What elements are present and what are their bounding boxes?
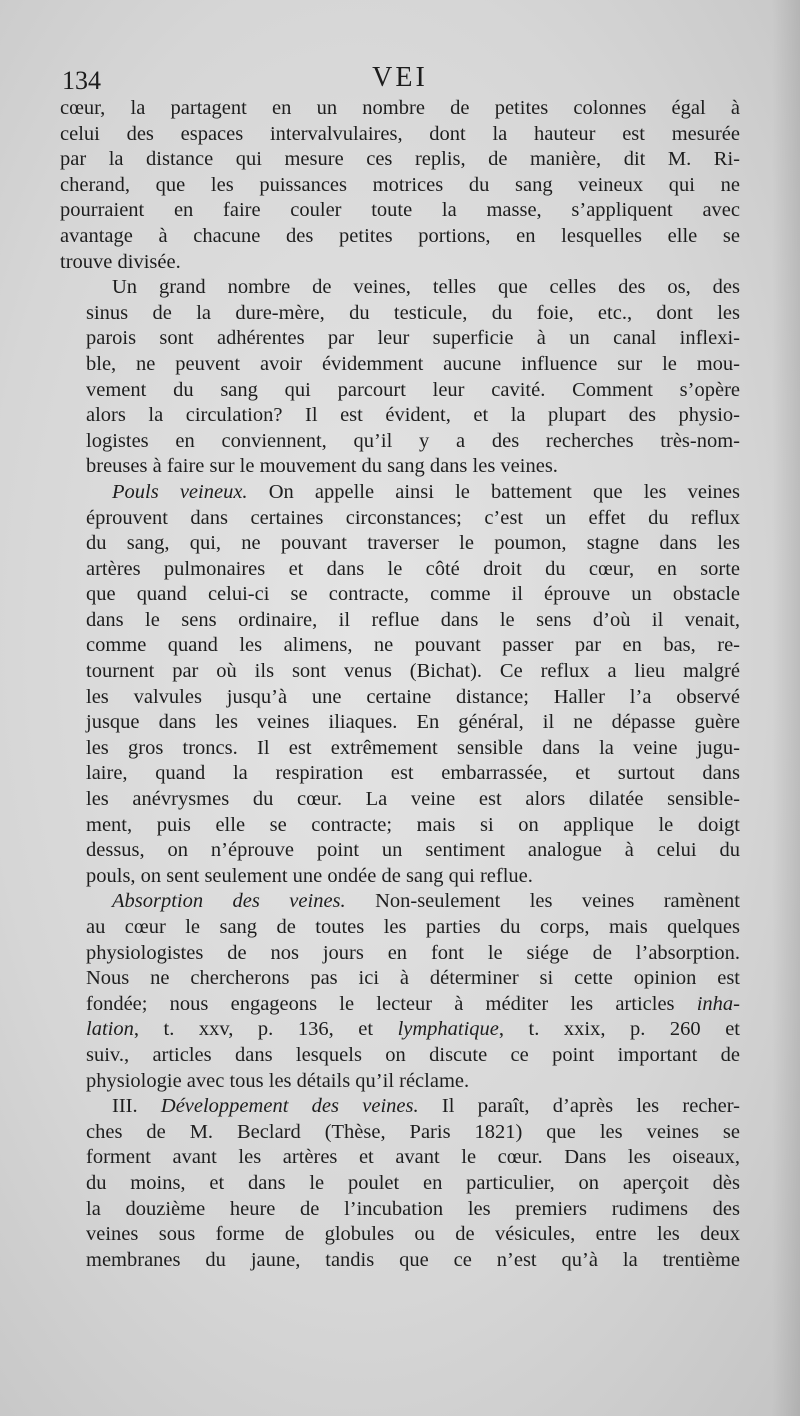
text-line xyxy=(60,96,740,122)
line-text: On appelle ainsi le battement que les veines xyxy=(247,480,740,503)
line-text: celui des espaces intervalvulaires, dont la hauteur est mesurée xyxy=(60,122,740,145)
paragraph xyxy=(60,889,740,1094)
line-text: Un grand nombre de veines, telles que celles des os, des xyxy=(112,276,740,299)
text-line xyxy=(60,122,740,148)
line-text: sinus de la dure-mère, du testicule, du foie, etc., dont les xyxy=(86,301,740,324)
text-line xyxy=(60,147,740,173)
line-text: au cœur le sang de toutes les parties du corps, mais quelques xyxy=(86,916,740,938)
paragraph xyxy=(60,1094,740,1273)
text-line xyxy=(60,275,740,301)
text-line xyxy=(60,301,740,327)
line-text: Il paraît, d’après les recher- xyxy=(418,1095,741,1118)
text-line xyxy=(60,1043,740,1069)
line-text: ment, puis elle se contracte; mais si on applique le doigt xyxy=(86,813,740,836)
line-text: pourraient en faire couler toute la masse, s’appliquent avec xyxy=(60,199,740,222)
text-line xyxy=(60,1069,740,1095)
line-text: fondée; nous engageons le lecteur à méditer les articles xyxy=(86,992,697,1015)
text-line xyxy=(60,838,740,864)
line-text: breuses à faire sur le mouvement du sang dans les veines. xyxy=(86,455,558,478)
text-line xyxy=(60,378,740,404)
line-text: Nous ne chercherons pas ici à déterminer si cette opinion est xyxy=(86,967,740,990)
paragraph xyxy=(60,96,740,275)
line-text: physiologistes de nos jours en font le siége de l’absorption. xyxy=(86,941,740,964)
text-line xyxy=(60,1017,740,1043)
line-text: la douzième heure de l’incubation les premiers rudimens des xyxy=(86,1197,740,1220)
page-number: 134 xyxy=(62,66,101,95)
page-header xyxy=(60,62,740,96)
text-line xyxy=(60,198,740,224)
line-text: physiologie avec tous les détails qu’il réclame. xyxy=(86,1069,470,1092)
text-line xyxy=(60,1171,740,1197)
line-text: trouve divisée. xyxy=(60,250,181,273)
line-text: Non-seulement les veines ramènent xyxy=(345,890,740,913)
line-text: vement du sang qui parcourt leur cavité. Comment s’opère xyxy=(86,378,740,401)
text-line xyxy=(60,557,740,583)
text-line xyxy=(60,813,740,839)
text-line xyxy=(60,1094,740,1120)
text-line xyxy=(60,250,740,276)
text-line xyxy=(60,403,740,429)
text-line xyxy=(60,326,740,352)
line-text: dans le sens ordinaire, il reflue dans le sens d’où il venait, xyxy=(86,608,740,631)
text-line xyxy=(60,659,740,685)
line-text: ble, ne peuvent avoir évidemment aucune influence sur le mou- xyxy=(86,352,740,375)
italic-term: inha- xyxy=(696,992,740,1015)
line-text: cœur, la partagent en un nombre de petites colonnes égal à xyxy=(60,97,740,119)
line-text: éprouvent dans certaines circonstances; c’est un effet du reflux xyxy=(86,506,740,529)
line-text: veines sous forme de globules ou de vésicules, entre les deux xyxy=(86,1223,740,1246)
text-line xyxy=(60,736,740,762)
italic-term: Pouls veineux. xyxy=(112,480,248,503)
body-text xyxy=(60,96,740,1273)
text-line xyxy=(60,352,740,378)
line-text: logistes en conviennent, qu’il y a des recherches très-nom- xyxy=(86,429,740,452)
paragraph xyxy=(60,480,740,890)
text-line xyxy=(60,787,740,813)
text-line xyxy=(60,1145,740,1171)
line-text: tournent par où ils sont venus (Bichat). Ce reflux a lieu malgré xyxy=(86,660,740,683)
text-line xyxy=(60,761,740,787)
line-text: , t. xxv, p. 136, et xyxy=(133,1018,398,1041)
line-text: cherand, que les puissances motrices du sang veineux qui ne xyxy=(60,173,740,196)
text-line xyxy=(60,915,740,941)
text-line xyxy=(60,429,740,455)
line-text: du moins, et dans le poulet en particulier, on aperçoit dès xyxy=(86,1171,740,1194)
line-text: que quand celui-ci se contracte, comme il éprouve un obstacle xyxy=(86,583,740,606)
line-text: , t. xxix, p. 260 et xyxy=(498,1018,740,1041)
text-line xyxy=(60,480,740,506)
text-line xyxy=(60,531,740,557)
text-line xyxy=(60,685,740,711)
text-line xyxy=(60,173,740,199)
line-text: du sang, qui, ne pouvant traverser le poumon, stagne dans les xyxy=(86,532,740,555)
line-text: dessus, on n’éprouve point un sentiment analogue à celui du xyxy=(86,839,740,862)
text-line xyxy=(60,1248,740,1274)
line-text: par la distance qui mesure ces replis, de manière, dit M. Ri- xyxy=(60,148,740,171)
line-text: alors la circulation? Il est évident, et la plupart des physio- xyxy=(86,404,740,427)
line-text: suiv., articles dans lesquels on discute ce point important de xyxy=(86,1043,740,1066)
paragraph xyxy=(60,275,740,480)
italic-term: Absorption des veines. xyxy=(112,890,346,913)
text-line xyxy=(60,506,740,532)
line-text: avantage à chacune des petites portions, en lesquelles elle se xyxy=(60,224,740,247)
text-line xyxy=(60,454,740,480)
line-text: les anévrysmes du cœur. La veine est alors dilatée sensible- xyxy=(86,788,740,811)
line-text: comme quand les alimens, ne pouvant passer par en bas, re- xyxy=(86,634,740,657)
line-text: III. xyxy=(112,1095,161,1118)
text-line xyxy=(60,224,740,250)
line-text: membranes du jaune, tandis que ce n’est qu’à la trentième xyxy=(86,1248,740,1271)
line-text: forment avant les artères et avant le cœur. Dans les oiseaux, xyxy=(86,1146,740,1169)
line-text: ches de M. Beclard (Thèse, Paris 1821) que les veines se xyxy=(86,1120,740,1143)
line-text: les gros troncs. Il est extrêmement sensible dans la veine jugu- xyxy=(86,736,740,759)
line-text: les valvules jusqu’à une certaine distance; Haller l’a observé xyxy=(86,685,740,708)
italic-term: Développement des veines. xyxy=(160,1095,419,1118)
italic-term: lation xyxy=(86,1018,134,1041)
line-text: pouls, on sent seulement une ondée de sang qui reflue. xyxy=(86,864,533,887)
text-line xyxy=(60,710,740,736)
text-line xyxy=(60,941,740,967)
text-line xyxy=(60,889,740,915)
text-line xyxy=(60,1197,740,1223)
text-line xyxy=(60,633,740,659)
text-line xyxy=(60,582,740,608)
running-head: VEI xyxy=(372,62,428,93)
text-line xyxy=(60,608,740,634)
text-line xyxy=(60,1120,740,1146)
line-text: jusque dans les veines iliaques. En général, il ne dépasse guère xyxy=(86,711,740,734)
text-line xyxy=(60,1222,740,1248)
line-text: artères pulmonaires et dans le côté droit du cœur, en sorte xyxy=(86,557,740,580)
line-text: laire, quand la respiration est embarrassée, et surtout dans xyxy=(86,762,740,785)
italic-term: lymphatique xyxy=(397,1018,499,1041)
text-line xyxy=(60,966,740,992)
line-text: parois sont adhérentes par leur superficie à un canal inflexi- xyxy=(86,327,740,350)
page-shadow xyxy=(772,0,800,1416)
text-line xyxy=(60,864,740,890)
text-line xyxy=(60,992,740,1018)
